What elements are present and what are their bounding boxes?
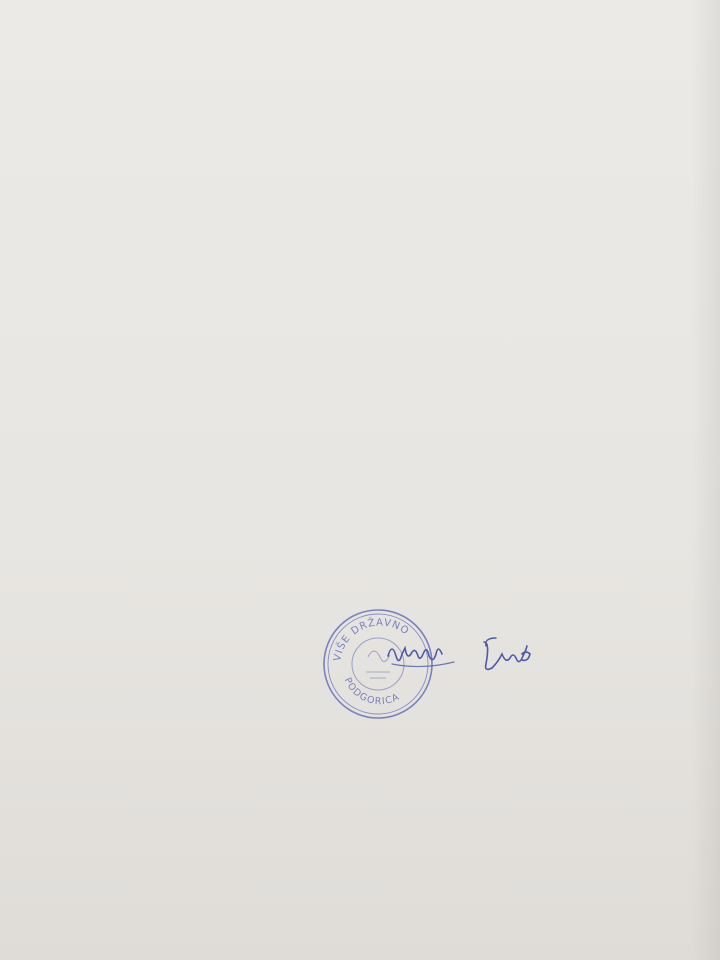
body-line — [18, 435, 678, 457]
body-line — [18, 81, 678, 103]
body-line — [18, 148, 678, 170]
body-line — [18, 214, 678, 236]
body-line — [18, 457, 678, 479]
body-line — [18, 125, 678, 147]
body-line — [18, 369, 678, 391]
handwritten-signature-icon — [380, 628, 550, 678]
stamp-text-top: VIŠE DRŽAVNO — [332, 617, 412, 663]
body-line — [18, 391, 678, 413]
body-line — [18, 37, 678, 59]
body-line — [18, 324, 678, 346]
body-line — [18, 59, 678, 81]
document-body — [18, 15, 678, 545]
body-line — [18, 413, 678, 435]
body-line — [18, 236, 678, 258]
body-line — [18, 280, 678, 302]
body-line — [18, 346, 678, 368]
svg-text:PODGORICA — [342, 676, 402, 707]
page-edge-shadow — [690, 0, 720, 960]
body-line — [18, 523, 678, 545]
body-line — [18, 103, 678, 125]
signature-block — [250, 598, 690, 728]
body-line — [18, 170, 678, 192]
stamp-text-bottom: PODGORICA — [341, 676, 402, 708]
body-line — [18, 302, 678, 324]
body-line — [18, 15, 678, 37]
body-line — [18, 192, 678, 214]
body-line — [18, 501, 678, 523]
body-line — [18, 258, 678, 280]
body-line — [18, 479, 678, 501]
